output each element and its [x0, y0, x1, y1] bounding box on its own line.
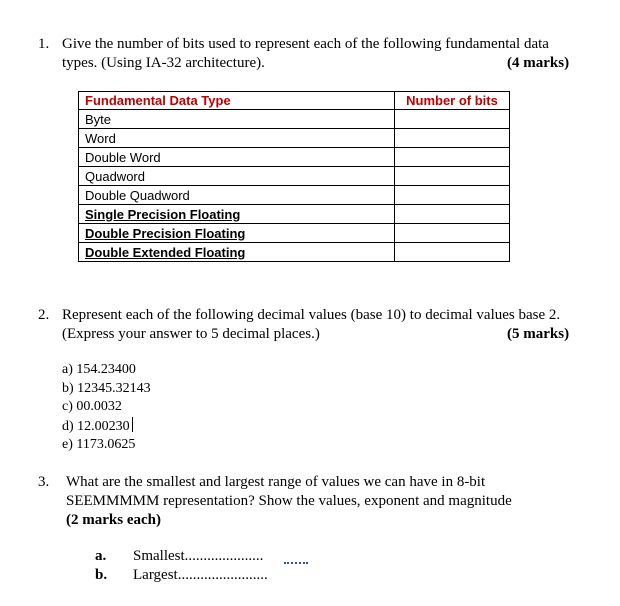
q1-number: 1. — [38, 36, 50, 52]
table-row — [79, 148, 510, 167]
row-bits — [395, 205, 510, 224]
spellcheck-underline — [284, 562, 308, 564]
q2-text-line1: Represent each of the following decimal values (base 10) to decimal values base 2. — [62, 307, 561, 323]
q3-text-line1: What are the smallest and largest range of values we can have in 8-bit — [66, 474, 486, 490]
data-type-table — [78, 91, 510, 262]
q3-marks: (2 marks each) — [66, 512, 161, 528]
row-bits — [395, 243, 510, 262]
list-item: c) 00.0032 — [62, 399, 122, 414]
table-row — [79, 224, 510, 243]
q3-text-line2: SEEMMMMM representation? Show the values, exponent and magnitude — [66, 493, 512, 509]
table-row — [79, 243, 510, 262]
q3-item-b — [95, 567, 268, 584]
row-type: Double Word — [79, 148, 395, 167]
row-type-text: Single Precision Floating — [85, 206, 241, 222]
table-row — [79, 167, 510, 186]
row-bits — [395, 129, 510, 148]
table-row — [79, 129, 510, 148]
text-cursor — [132, 417, 133, 432]
q3-item-a — [95, 548, 263, 565]
q2-value-list — [62, 361, 151, 455]
q3-item-a-letter: a. — [95, 548, 107, 564]
q1-text-line2: types. (Using IA-32 architecture). — [62, 55, 265, 71]
row-bits — [395, 110, 510, 129]
row-type: Word — [79, 129, 395, 148]
list-item — [62, 417, 151, 437]
list-item: b) 12345.32143 — [62, 380, 151, 396]
row-type: Quadword — [79, 167, 395, 186]
table-row — [79, 205, 510, 224]
q3-item-a-text: Smallest..................... — [133, 548, 264, 564]
q1-text-line1: Give the number of bits used to represent each of the following fundamental data — [62, 36, 549, 52]
row-type: Byte — [79, 110, 395, 129]
table-header-row — [79, 92, 510, 110]
q2-text-line2: (Express your answer to 5 decimal places.) — [62, 326, 320, 342]
row-type-text: Double Extended Floating — [85, 244, 246, 260]
header-number-of-bits: Number of bits — [395, 92, 510, 110]
row-bits — [395, 186, 510, 205]
list-item: a) 154.23400 — [62, 362, 136, 377]
q2-number: 2. — [38, 307, 50, 323]
row-type: Double Quadword — [79, 186, 395, 205]
row-bits — [395, 224, 510, 243]
q3-number: 3. — [38, 474, 50, 490]
header-data-type: Fundamental Data Type — [79, 92, 395, 110]
row-type — [79, 205, 395, 224]
table-row — [79, 186, 510, 205]
table-row — [79, 110, 510, 129]
row-type — [79, 224, 395, 243]
row-bits — [395, 167, 510, 186]
row-type-text: Double Precision Floating — [85, 225, 246, 241]
q3-item-b-letter: b. — [95, 567, 108, 583]
q2-marks: (5 marks) — [507, 326, 570, 342]
list-item-text: d) 12.00230 — [62, 418, 130, 434]
q3-item-b-text: Largest........................ — [133, 567, 268, 583]
row-bits — [395, 148, 510, 167]
row-type — [79, 243, 395, 262]
q1-marks: (4 marks) — [507, 55, 570, 71]
list-item: e) 1173.0625 — [62, 437, 136, 452]
